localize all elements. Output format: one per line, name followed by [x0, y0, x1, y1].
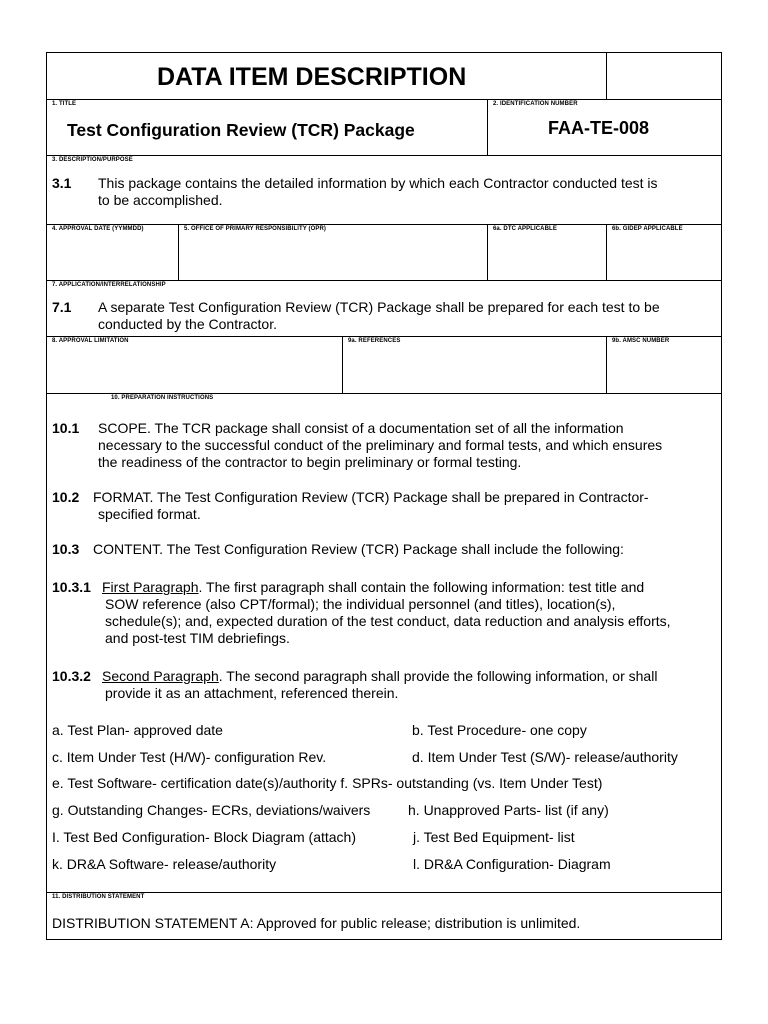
- first-paragraph-lead: [102, 579, 644, 596]
- block-1-title: [47, 100, 487, 155]
- section-10-3-number: 10.3: [52, 541, 80, 557]
- block-3-label: 3. DESCRIPTION/PURPOSE: [52, 157, 133, 163]
- first-paragraph-heading: First Paragraph: [102, 579, 199, 595]
- description-line: This package contains the detailed information by which each Contractor conducted test is: [98, 175, 658, 191]
- approval-row: [47, 225, 721, 281]
- form-title: DATA ITEM DESCRIPTION: [157, 63, 467, 91]
- block-7-label: 7. APPLICATION/INTERRELATIONSHIP: [52, 282, 166, 288]
- first-paragraph-line: and post-test TIM debriefings.: [105, 630, 290, 646]
- second-paragraph-heading: Second Paragraph: [102, 668, 219, 684]
- document-title: Test Configuration Review (TCR) Package: [67, 120, 415, 140]
- list-item: I. Test Bed Configuration- Block Diagram (attach): [52, 829, 356, 845]
- header-row: [47, 53, 721, 100]
- block-8-approval-limitation: [47, 337, 342, 393]
- first-paragraph-lead-text: . The first paragraph shall contain the following information: test title and: [198, 579, 645, 595]
- second-paragraph-lead-text: . The second paragraph shall provide the following information, or shall: [218, 668, 658, 684]
- block-11-distribution: [47, 893, 721, 939]
- block-9b-amsc-number: [606, 337, 721, 393]
- list-item: d. Item Under Test (S/W)- release/authority: [412, 749, 678, 765]
- block-5-label: 5. OFFICE OF PRIMARY RESPONSIBILITY (OPR): [184, 226, 327, 232]
- list-item: h. Unapproved Parts- list (if any): [408, 802, 609, 818]
- block-10-label: 10. PREPARATION INSTRUCTIONS: [111, 395, 214, 401]
- second-paragraph-line: provide it as an attachment, referenced therein.: [105, 685, 399, 701]
- data-item-description-form: [46, 52, 722, 940]
- list-item: k. DR&A Software- release/authority: [52, 856, 277, 872]
- header-blank-cell: [606, 53, 721, 99]
- block-6a-label: 6a. DTC APPLICABLE: [493, 226, 557, 232]
- format-line: specified format.: [98, 506, 201, 522]
- block-10-preparation-instructions: [47, 394, 721, 893]
- first-paragraph-line: SOW reference (also CPT/formal); the individual personnel (and titles), location(s),: [105, 596, 616, 612]
- title-row: [47, 100, 721, 156]
- scope-line: SCOPE. The TCR package shall consist of a documentation set of all the information: [98, 420, 624, 436]
- block-8-label: 8. APPROVAL LIMITATION: [52, 338, 129, 344]
- block-2-identification: [487, 100, 721, 155]
- scope-line: the readiness of the contractor to begin preliminary or formal testing.: [98, 454, 522, 470]
- block-6b-gidep: [606, 225, 721, 280]
- content-line: CONTENT. The Test Configuration Review (TCR) Package shall include the following:: [93, 541, 624, 557]
- identification-number: FAA-TE-008: [548, 118, 650, 138]
- block-11-label: 11. DISTRIBUTION STATEMENT: [52, 894, 145, 900]
- application-line: conducted by the Contractor.: [98, 316, 277, 332]
- block-9a-label: 9a. REFERENCES: [348, 338, 401, 344]
- format-line: FORMAT. The Test Configuration Review (TCR) Package shall be prepared in Contractor-: [93, 489, 649, 505]
- list-item: a. Test Plan- approved date: [52, 722, 223, 738]
- block-7-application: [47, 281, 721, 337]
- section-10-1-number: 10.1: [52, 420, 80, 436]
- block-9a-references: [342, 337, 606, 393]
- section-10-2-number: 10.2: [52, 489, 80, 505]
- scope-line: necessary to the successful conduct of the preliminary and formal tests, and which ensures: [98, 437, 663, 453]
- limitation-row: [47, 337, 721, 394]
- description-line: to be accomplished.: [98, 192, 223, 208]
- second-paragraph-lead: [102, 668, 657, 685]
- list-item: e. Test Software- certification date(s)/authority f. SPRs- outstanding (vs. Item Under Test): [52, 775, 603, 791]
- block-3-description: [47, 156, 721, 225]
- list-item: g. Outstanding Changes- ECRs, deviations/waivers: [52, 802, 371, 818]
- section-10-3-2-number: 10.3.2: [52, 668, 91, 684]
- block-4-label: 4. APPROVAL DATE (YYMMDD): [52, 226, 144, 232]
- block-6b-label: 6b. GIDEP APPLICABLE: [612, 226, 683, 232]
- block-6a-dtc: [487, 225, 606, 280]
- section-10-3-1-number: 10.3.1: [52, 579, 91, 595]
- list-item: l. DR&A Configuration- Diagram: [413, 856, 611, 872]
- first-paragraph-line: schedule(s); and, expected duration of the test conduct, data reduction and analysis efforts,: [105, 613, 671, 629]
- distribution-statement: DISTRIBUTION STATEMENT A: Approved for public release; distribution is unlimited.: [52, 915, 581, 931]
- block-1-label: 1. TITLE: [52, 101, 77, 107]
- section-3-1-number: 3.1: [52, 175, 72, 191]
- block-2-label: 2. IDENTIFICATION NUMBER: [493, 101, 578, 107]
- section-7-1-number: 7.1: [52, 299, 72, 315]
- application-line: A separate Test Configuration Review (TCR) Package shall be prepared for each test to be: [98, 299, 660, 315]
- list-item: c. Item Under Test (H/W)- configuration Rev.: [52, 749, 327, 765]
- list-item: b. Test Procedure- one copy: [412, 722, 587, 738]
- block-4-approval-date: [47, 225, 178, 280]
- block-5-opr: [178, 225, 487, 280]
- block-9b-label: 9b. AMSC NUMBER: [612, 338, 670, 344]
- list-item: j. Test Bed Equipment- list: [413, 829, 575, 845]
